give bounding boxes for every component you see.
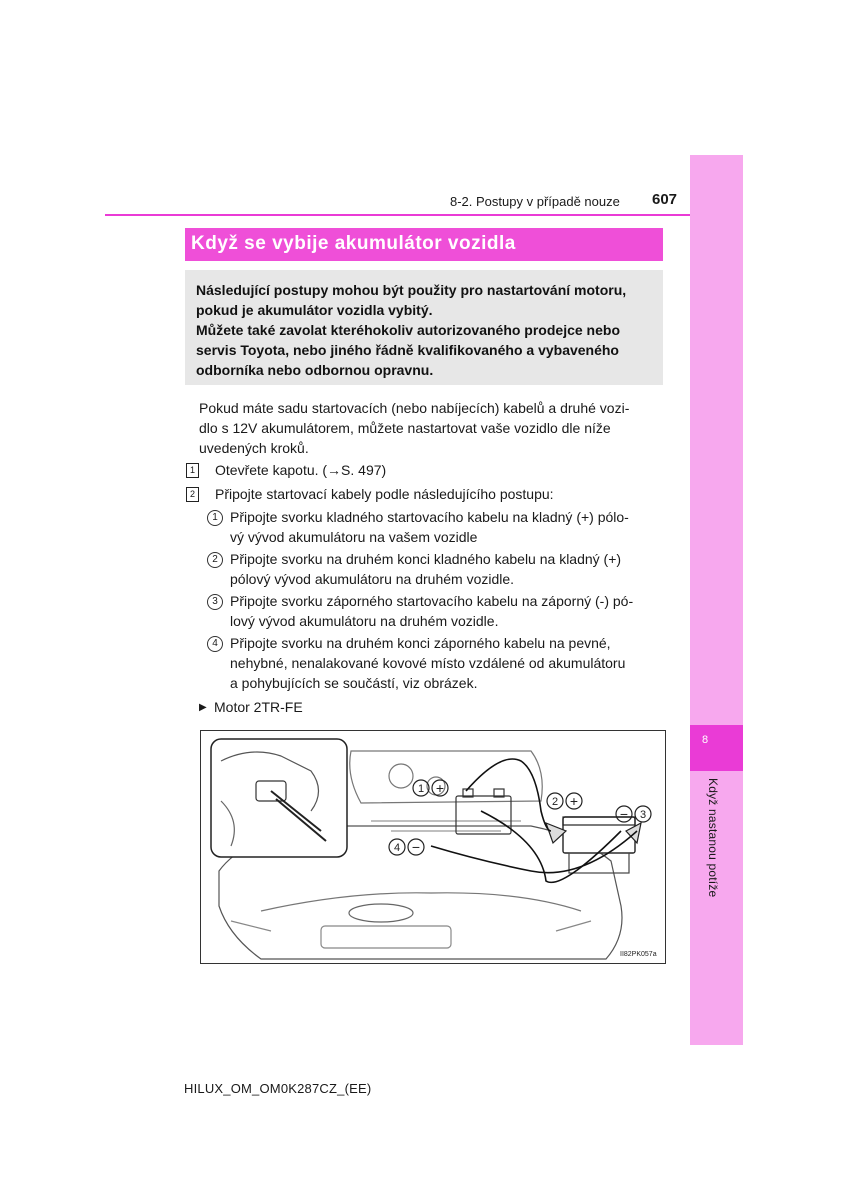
info-line: Můžete také zavolat kteréhokoliv autorizovaného prodejce nebo	[196, 322, 620, 338]
substep-text	[230, 591, 660, 631]
figure-label-3: 3	[639, 809, 647, 821]
substep-line: vý vývod akumulátoru na vašem vozidle	[230, 529, 478, 545]
header-rule	[105, 214, 690, 216]
triangle-bullet-icon: ▶	[199, 702, 207, 713]
figure-label-2: 2	[551, 796, 559, 808]
chapter-number: 8	[702, 734, 709, 746]
step-number-box: 1	[186, 463, 199, 478]
substep-number: 1	[207, 510, 223, 526]
figure-label-1: 1	[417, 783, 425, 795]
substep-text	[230, 549, 660, 589]
substep-line: nehybné, nenalakované kovové místo vzdálené od akumulátoru	[230, 655, 626, 671]
info-line: pokud je akumulátor vozidla vybitý.	[196, 302, 433, 318]
jump-start-figure	[200, 730, 666, 964]
substep-line: pólový vývod akumulátoru na druhém vozidle.	[230, 571, 515, 587]
figure-label-minus: −	[619, 806, 629, 822]
side-tab-top	[690, 155, 743, 725]
substep-line: Připojte svorku na druhém konci kladného kabelu na kladný (+)	[230, 551, 622, 567]
info-line: servis Toyota, nebo jiného řádně kvalifikovaného a vybaveného	[196, 342, 619, 358]
intro-line: uvedených kroků.	[199, 440, 309, 456]
jump-start-illustration	[201, 731, 665, 963]
figure-label-minus: −	[411, 839, 421, 855]
intro-paragraph	[199, 398, 659, 458]
substep-number: 3	[207, 594, 223, 610]
substep-text	[230, 633, 660, 693]
engine-label: Motor 2TR-FE	[214, 699, 303, 715]
figure-label-4: 4	[393, 842, 401, 854]
chapter-title: Když nastanou potíže	[706, 778, 720, 898]
substep-number: 4	[207, 636, 223, 652]
info-text	[196, 280, 656, 380]
substep-line: a pohybujících se součástí, viz obrázek.	[230, 675, 478, 691]
section-title: Když se vybije akumulátor vozidla	[191, 233, 516, 254]
step-text: Připojte startovací kabely podle následujícího postupu:	[215, 486, 554, 502]
side-tab-chapter	[690, 725, 743, 771]
info-line: Následující postupy mohou být použity pro nastartování motoru,	[196, 282, 627, 298]
header-section-title: 8-2. Postupy v případě nouze	[450, 194, 620, 209]
substep-line: lový vývod akumulátoru na druhém vozidle.	[230, 613, 499, 629]
figure-label-plus: +	[569, 793, 579, 809]
section-title-bar	[185, 228, 663, 261]
substep-line: Připojte svorku na druhém konci záporného kabelu na pevné,	[230, 635, 611, 651]
substep-line: Připojte svorku záporného startovacího kabelu na záporný (-) pó-	[230, 593, 634, 609]
footer-doc-code: HILUX_OM_OM0K287CZ_(EE)	[184, 1081, 372, 1096]
step-text: Otevřete kapotu. (→S. 497)	[215, 462, 387, 478]
figure-label-plus: +	[435, 780, 445, 796]
substep-number: 2	[207, 552, 223, 568]
info-box	[185, 270, 663, 385]
substep-line: Připojte svorku kladného startovacího kabelu na kladný (+) pólo-	[230, 509, 629, 525]
substep-text	[230, 507, 660, 547]
step-number-box: 2	[186, 487, 199, 502]
page-number: 607	[652, 191, 678, 208]
intro-line: Pokud máte sadu startovacích (nebo nabíjecích) kabelů a druhé vozi-	[199, 400, 630, 416]
intro-line: dlo s 12V akumulátorem, můžete nastartovat vaše vozidlo dle níže	[199, 420, 611, 436]
info-line: odborníka nebo odbornou opravnu.	[196, 362, 434, 378]
figure-code: II82PK057a	[620, 951, 657, 958]
